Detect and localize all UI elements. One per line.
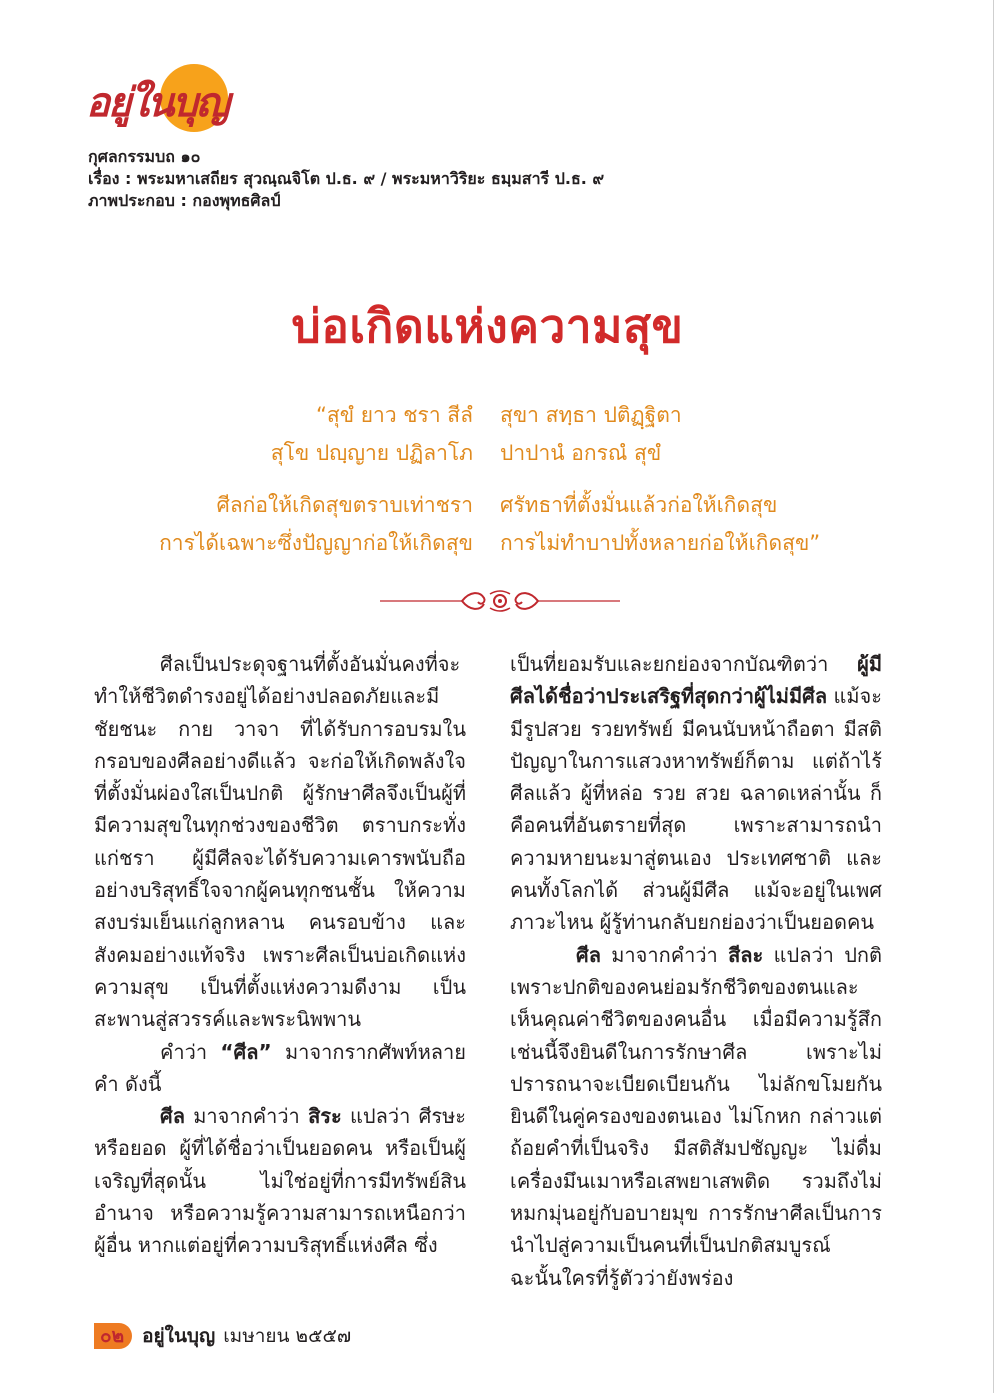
- page-edge-line: [993, 0, 994, 1393]
- verse-line: ปาปานํ อกรณํ สุขํ: [500, 441, 662, 465]
- body-column-left: [94, 648, 466, 1262]
- verse-line: การได้เฉพาะซึ่งปัญญาก่อให้เกิดสุข: [159, 531, 473, 555]
- keyword: ผู้มีศีลได้ชื่อว่าประเสริฐที่สุดกว่าผู้ไม่มีศีล: [510, 652, 882, 709]
- keyword: สิระ: [308, 1104, 342, 1129]
- verse-thai-right: [500, 486, 820, 562]
- ornament-divider-icon: [380, 586, 620, 616]
- verse-line: การไม่ทำบาปทั้งหลายก่อให้เกิดสุข”: [500, 531, 821, 555]
- issue-date: เมษายน ๒๕๕๗: [223, 1325, 352, 1347]
- text-run: เป็นที่ยอมรับและยกย่องจากบัณฑิตว่า: [510, 652, 858, 676]
- keyword: “ศีล”: [220, 1039, 272, 1064]
- text-run: มาจากคำว่า: [600, 942, 729, 967]
- verse-pali-right: [500, 396, 682, 472]
- verse-line: สุโข ปญฺญาย ปฏิลาโภ: [270, 441, 473, 465]
- verse-pali-left: [271, 396, 473, 472]
- verse-line: ศรัทธาที่ตั้งมั่นแล้วก่อให้เกิดสุข: [500, 493, 778, 517]
- paragraph: [94, 1036, 466, 1101]
- article-credits: [88, 146, 604, 212]
- logo-text: อยู่ในบุญ: [86, 79, 228, 126]
- page-number: ๐๒: [94, 1323, 132, 1349]
- page-footer: [94, 1322, 351, 1350]
- text-run: แม้จะมีรูปสวย รวยทรัพย์ มีคนนับหน้าถือตา มีสติปัญญาในการแสวงหาทรัพย์ก็ตาม แต่ถ้าไร้ศีลแล้ว ผู้ที่หล่อ รวย สวย ฉลาดเหล่านั้น ก็คือคนที่อันตรายที่สุด เพราะสามารถนำความหายนะมาสู่ตนเอง ประเทศชาติ และคนทั้งโลกได้ ส่วนผู้มีศีล แม้จะอยู่ในเพศภาวะไหน ผู้รู้ท่านกลับยกย่องว่าเป็นยอดคน: [510, 684, 882, 935]
- paragraph: ศีลเป็นประดุจฐานที่ตั้งอันมั่นคงที่จะทำให้ชีวิตดำรงอยู่ได้อย่างปลอดภัยและมีชัยชนะ กาย วาจา ที่ได้รับการอบรมในกรอบของศีลอย่างดีแล้ว จะก่อให้เกิดพลังใจที่ตั้งมั่นผ่องใสเป็นปกติ ผู้รักษาศีลจึงเป็นผู้ที่มีความสุขในทุกช่วงของชีวิต ตราบกระทั่งแก่ชรา ผู้มีศีลจะได้รับความเคารพนับถืออย่างบริสุทธิ์ใจจากผู้คนทุกชนชั้น ให้ความสงบร่มเย็นแก่ลูกหลาน คนรอบข้าง และสังคมอย่างแท้จริง เพราะศีลเป็นบ่อเกิดแห่งความสุข เป็นที่ตั้งแห่งความดีงาม เป็นสะพานสู่สวรรค์และพระนิพพาน: [94, 652, 466, 1032]
- column-name: กุศลกรรมบถ ๑๐: [88, 147, 201, 166]
- verse-thai-left: [159, 486, 473, 562]
- text-run: แปลว่า ปกติ เพราะปกติของคนย่อมรักชีวิตของตนและเห็นคุณค่าชีวิตของคนอื่น เมื่อมีความรู้สึกเช่นนี้จึงยินดีในการรักษาศีล เพราะไม่ปรารถนาจะเบียดเบียนกัน ไม่ลักขโมยกัน ยินดีในคู่ครองของตนเอง ไม่โกหก กล่าวแต่ถ้อยคำที่เป็นจริง มีสติสัมปชัญญะ ไม่ดื่มเครื่องมึนเมาหรือเสพยาเสพติด รวมถึงไม่หมกมุ่นอยู่กับอบายมุข การรักษาศีลเป็นการนำไปสู่ความเป็นคนที่เป็นปกติสมบูรณ์ ฉะนั้นใครที่รู้ตัวว่ายังพร่อง: [510, 942, 882, 1290]
- text-run: คำว่า: [160, 1039, 221, 1064]
- magazine-logo: [86, 62, 236, 132]
- illustration-credit: ภาพประกอบ : กองพุทธศิลป์: [88, 191, 281, 210]
- keyword: สีละ: [728, 942, 764, 967]
- text-run: มาจากรากศัพท์หลายคำ ดังนี้: [94, 1039, 466, 1096]
- paragraph: [510, 939, 882, 1294]
- magazine-name: อยู่ในบุญ: [142, 1325, 216, 1347]
- story-authors: เรื่อง : พระมหาเสถียร สุวณฺณจิโต ป.ธ. ๙ / พระมหาวิริยะ ธมฺมสารี ป.ธ. ๙: [88, 169, 605, 188]
- verse-line: สุขา สทฺธา ปติฏฺฐิตา: [500, 403, 682, 427]
- verse-line: ศีลก่อให้เกิดสุขตราบเท่าชรา: [216, 493, 473, 517]
- keyword: ศีล: [576, 942, 601, 967]
- text-run: มาจากคำว่า: [184, 1104, 309, 1129]
- article-title: บ่อเกิดแห่งความสุข: [291, 299, 684, 353]
- paragraph: [94, 1100, 466, 1261]
- text-run: แปลว่า ศีรษะ หรือยอด ผู้ที่ได้ชื่อว่าเป็นยอดคน หรือเป็นผู้เจริญที่สุดนั้น ไม่ใช่อยู่ที่การมีทรัพย์สิน อำนาจ หรือความรู้ความสามารถเหนือกว่าผู้อื่น หากแต่อยู่ที่ความบริสุทธิ์แห่งศีล ซึ่ง: [94, 1104, 466, 1258]
- verse-line: “สุขํ ยาว ชรา สีลํ: [316, 403, 473, 427]
- keyword: ศีล: [160, 1104, 185, 1129]
- paragraph: [510, 648, 882, 939]
- body-column-right: [510, 648, 882, 1294]
